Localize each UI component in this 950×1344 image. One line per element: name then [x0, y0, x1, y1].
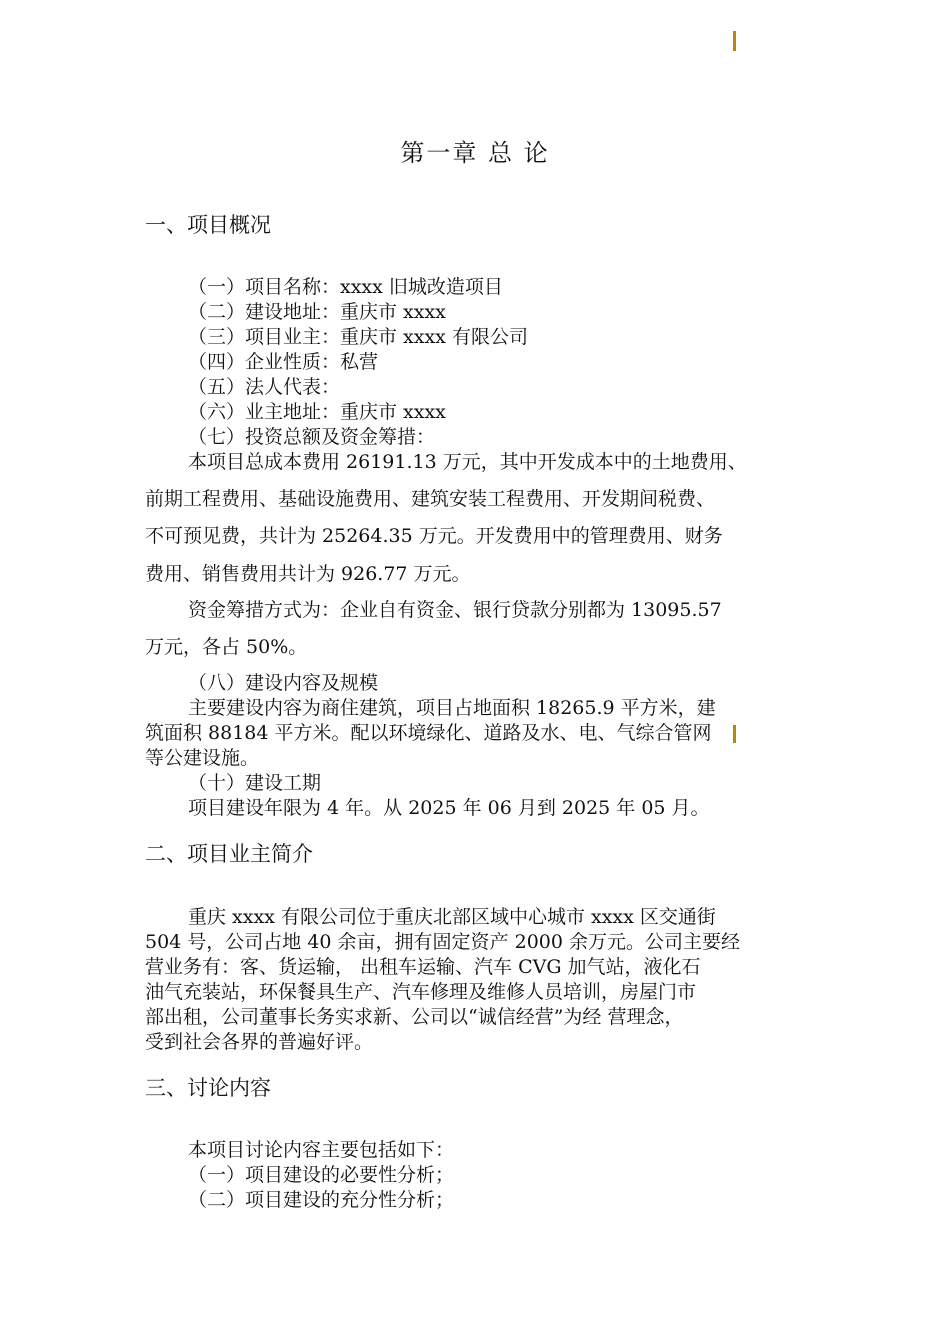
project-name: （一）项目名称：xxxx 旧城改造项目 [188, 276, 503, 298]
owner-address: （六）业主地址：重庆市 xxxx [188, 401, 446, 423]
gold-mark [733, 725, 736, 743]
paragraph-line: 营业务有：客、货运输， 出租车运输、汽车 CVG 加气站，液化石 [145, 956, 701, 978]
chapter-title: 第一章 总 论 [400, 139, 550, 167]
build-address: （二）建设地址：重庆市 xxxx [188, 301, 446, 323]
project-owner: （三）项目业主：重庆市 xxxx 有限公司 [188, 326, 528, 348]
paragraph-line: 项目建设年限为 4 年。从 2025 年 06 月到 2025 年 05 月。 [188, 797, 710, 819]
paragraph-line: 万元，各占 50%。 [145, 636, 308, 658]
paragraph-line: 本项目讨论内容主要包括如下： [188, 1139, 455, 1161]
paragraph-line: 筑面积 88184 平方米。配以环境绿化、道路及水、电、气综合管网 [145, 722, 712, 744]
paragraph-line: 前期工程费用、基础设施费用、建筑安装工程费用、开发期间税费、 [145, 488, 716, 510]
section-heading: 二、项目业主简介 [145, 842, 313, 866]
paragraph-line: 重庆 xxxx 有限公司位于重庆北部区域中心城市 xxxx 区交通街 [188, 906, 716, 928]
scale-heading: （八）建设内容及规模 [188, 672, 379, 694]
enterprise-type: （四）企业性质：私营 [188, 351, 379, 373]
section-heading: 一、项目概况 [145, 213, 271, 237]
paragraph-line: 油气充装站，环保餐具生产、汽车修理及维修人员培训，房屋门市 [145, 981, 697, 1003]
paragraph-line: 等公建设施。 [145, 747, 260, 769]
paragraph-line: 不可预见费，共计为 25264.35 万元。开发费用中的管理费用、财务 [145, 525, 723, 547]
paragraph-line: 主要建设内容为商住建筑，项目占地面积 18265.9 平方米，建 [188, 697, 716, 719]
paragraph-line: 504 号，公司占地 40 余亩，拥有固定资产 2000 余万元。公司主要经 [145, 931, 740, 953]
paragraph-line: 费用、销售费用共计为 926.77 万元。 [145, 563, 471, 585]
paragraph-line: 资金筹措方式为：企业自有资金、银行贷款分别都为 13095.57 [188, 599, 722, 621]
legal-representative: （五）法人代表： [188, 376, 341, 398]
list-item: （二）项目建设的充分性分析； [188, 1189, 455, 1211]
paragraph-line: 受到社会各界的普遍好评。 [145, 1031, 374, 1053]
period-heading: （十）建设工期 [188, 772, 322, 794]
paragraph-line: 部出租，公司董事长务实求新、公司以“诚信经营”为经 营理念， [145, 1006, 684, 1028]
section-heading: 三、讨论内容 [145, 1076, 271, 1100]
list-item: （一）项目建设的必要性分析； [188, 1164, 455, 1186]
paragraph-line: 本项目总成本费用 26191.13 万元，其中开发成本中的土地费用、 [188, 451, 747, 473]
investment-heading: （七）投资总额及资金筹措： [188, 426, 436, 448]
gold-mark [733, 31, 736, 51]
